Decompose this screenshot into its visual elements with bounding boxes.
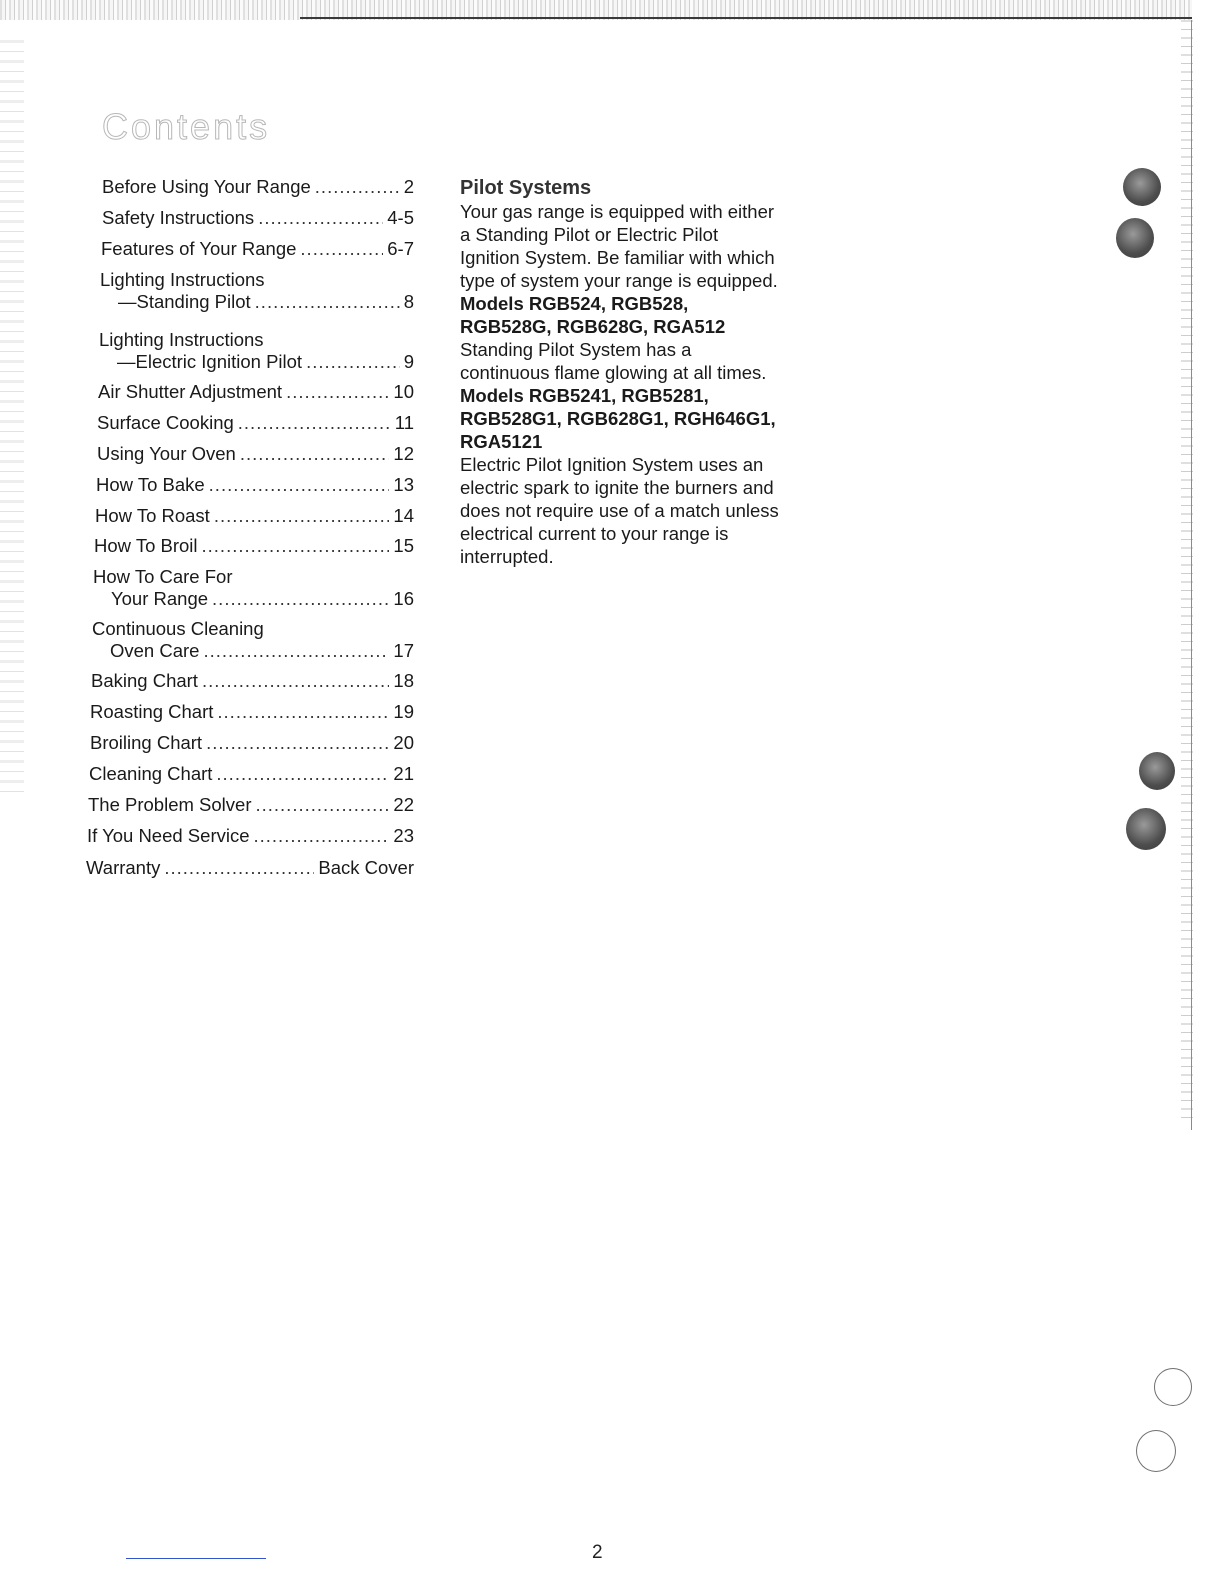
toc-leader-dots bbox=[202, 535, 390, 557]
toc-entry-label: How To Bake bbox=[96, 474, 205, 495]
toc-entry bbox=[98, 381, 414, 403]
toc-entry bbox=[102, 207, 414, 229]
toc-entry-label: The Problem Solver bbox=[88, 794, 252, 815]
toc-entry bbox=[100, 269, 414, 313]
toc-leader-dots bbox=[315, 176, 400, 198]
toc-leader-dots bbox=[202, 670, 389, 692]
toc-entry-sublabel: —Electric Ignition Pilot bbox=[117, 351, 303, 372]
toc-page-number: Back Cover bbox=[318, 857, 414, 878]
toc-leader-dots bbox=[206, 732, 389, 754]
scan-left-edge bbox=[0, 40, 24, 800]
toc-entry-label: Using Your Oven bbox=[97, 443, 236, 464]
toc-entry-label: Before Using Your Range bbox=[102, 176, 311, 197]
toc-entry bbox=[102, 176, 414, 198]
pilot-systems-section bbox=[460, 176, 780, 568]
toc-entry bbox=[90, 701, 414, 723]
toc-page-number: 23 bbox=[393, 825, 414, 846]
toc-entry-sublabel: —Standing Pilot bbox=[118, 291, 251, 312]
toc-leader-dots bbox=[306, 351, 400, 373]
toc-page-number: 4-5 bbox=[387, 207, 414, 228]
toc-entry bbox=[91, 670, 414, 692]
toc-leader-dots bbox=[240, 443, 390, 465]
toc-entry-label: Lighting Instructions bbox=[99, 329, 264, 350]
toc-entry-label: Safety Instructions bbox=[102, 207, 255, 228]
scan-right-line bbox=[1191, 20, 1192, 1130]
toc-entry-label: If You Need Service bbox=[87, 825, 250, 846]
toc-entry bbox=[97, 412, 414, 434]
toc-entry bbox=[88, 794, 414, 816]
binder-hole-icon bbox=[1126, 808, 1166, 850]
toc-entry-label: How To Care For bbox=[93, 566, 233, 587]
toc-leader-dots bbox=[286, 381, 389, 403]
toc-entry bbox=[92, 618, 414, 662]
toc-entry bbox=[90, 732, 414, 754]
toc-entry bbox=[94, 535, 414, 557]
toc-entry-label: Cleaning Chart bbox=[89, 763, 213, 784]
binder-hole-icon bbox=[1123, 168, 1161, 206]
toc-page-number: 18 bbox=[393, 670, 414, 691]
toc-page-number: 8 bbox=[403, 291, 414, 312]
toc-leader-dots bbox=[214, 505, 390, 527]
toc-page-number: 19 bbox=[393, 701, 414, 722]
toc-entry bbox=[89, 763, 414, 785]
standing-pilot-models: Models RGB524, RGB528, RGB528G, RGB628G, RGA512 bbox=[460, 293, 726, 337]
toc-entry-label: Continuous Cleaning bbox=[92, 618, 264, 639]
toc-entry-label: Roasting Chart bbox=[90, 701, 214, 722]
electric-pilot-description: Electric Pilot Ignition System uses an electric spark to ignite the burners and does not require use of a match unless electrical current to your range is interrupted. bbox=[460, 454, 779, 567]
toc-page-number: 6-7 bbox=[387, 238, 414, 259]
toc-page-number: 22 bbox=[393, 794, 414, 815]
toc-leader-dots bbox=[255, 291, 400, 313]
toc-page-number: 21 bbox=[393, 763, 414, 784]
toc-entry bbox=[99, 329, 414, 373]
page-number: 2 bbox=[592, 1542, 603, 1563]
toc-leader-dots bbox=[217, 701, 389, 723]
toc-entry-label: Surface Cooking bbox=[97, 412, 234, 433]
toc-leader-dots bbox=[238, 412, 391, 434]
standing-pilot-description: Standing Pilot System has a continuous flame glowing at all times. bbox=[460, 339, 767, 383]
toc-entry-label: Air Shutter Adjustment bbox=[98, 381, 283, 402]
toc-leader-dots bbox=[300, 238, 383, 260]
toc-page-number: 13 bbox=[393, 474, 414, 495]
toc-entry bbox=[101, 238, 414, 260]
toc-leader-dots bbox=[203, 640, 389, 662]
toc-leader-dots bbox=[209, 474, 390, 496]
toc-entry-label: Broiling Chart bbox=[90, 732, 203, 753]
toc-page-number: 16 bbox=[393, 588, 414, 609]
stamp-circle-icon bbox=[1136, 1430, 1176, 1472]
toc-entry bbox=[97, 443, 414, 465]
page-title: Contents bbox=[102, 106, 271, 147]
toc-leader-dots bbox=[164, 857, 314, 879]
toc-entry-sublabel: Oven Care bbox=[110, 640, 200, 661]
toc-entry-label: How To Roast bbox=[95, 505, 210, 526]
toc-entry bbox=[93, 566, 414, 610]
footer-rule bbox=[126, 1558, 266, 1559]
toc-page-number: 9 bbox=[403, 351, 414, 372]
toc-entry-label: Features of Your Range bbox=[101, 238, 297, 259]
toc-leader-dots bbox=[255, 794, 389, 816]
toc-entry bbox=[87, 825, 414, 847]
toc-leader-dots bbox=[216, 763, 389, 785]
toc-entry-label: Baking Chart bbox=[91, 670, 198, 691]
toc-leader-dots bbox=[212, 588, 389, 610]
stamp-circle-icon bbox=[1154, 1368, 1192, 1406]
toc-leader-dots bbox=[254, 825, 390, 847]
toc-page-number: 10 bbox=[393, 381, 414, 402]
pilot-systems-heading: Pilot Systems bbox=[460, 177, 592, 199]
toc-page-number: 20 bbox=[393, 732, 414, 753]
toc-page-number: 15 bbox=[393, 535, 414, 556]
toc-page-number: 14 bbox=[393, 505, 414, 526]
toc-entry bbox=[86, 857, 414, 879]
toc-entry-label: Warranty bbox=[86, 857, 161, 878]
toc-entry bbox=[95, 505, 414, 527]
scan-top-rule bbox=[300, 17, 1192, 19]
binder-hole-icon bbox=[1139, 752, 1175, 790]
pilot-systems-intro: Your gas range is equipped with either a Standing Pilot or Electric Pilot Ignition System. Be familiar with which type of system your range is equipped. bbox=[460, 201, 778, 291]
electric-pilot-models: Models RGB5241, RGB5281, RGB528G1, RGB628G1, RGH646G1, RGA5121 bbox=[460, 385, 776, 452]
toc-page-number: 12 bbox=[393, 443, 414, 464]
toc-entry-label: Lighting Instructions bbox=[100, 269, 265, 290]
toc-entry bbox=[96, 474, 414, 496]
binder-hole-icon bbox=[1116, 218, 1154, 258]
toc-page-number: 17 bbox=[393, 640, 414, 661]
toc-entry-sublabel: Your Range bbox=[111, 588, 209, 609]
toc-page-number: 2 bbox=[403, 176, 414, 197]
toc-page-number: 11 bbox=[394, 412, 414, 433]
toc-entry-label: How To Broil bbox=[94, 535, 198, 556]
toc-leader-dots bbox=[258, 207, 383, 229]
